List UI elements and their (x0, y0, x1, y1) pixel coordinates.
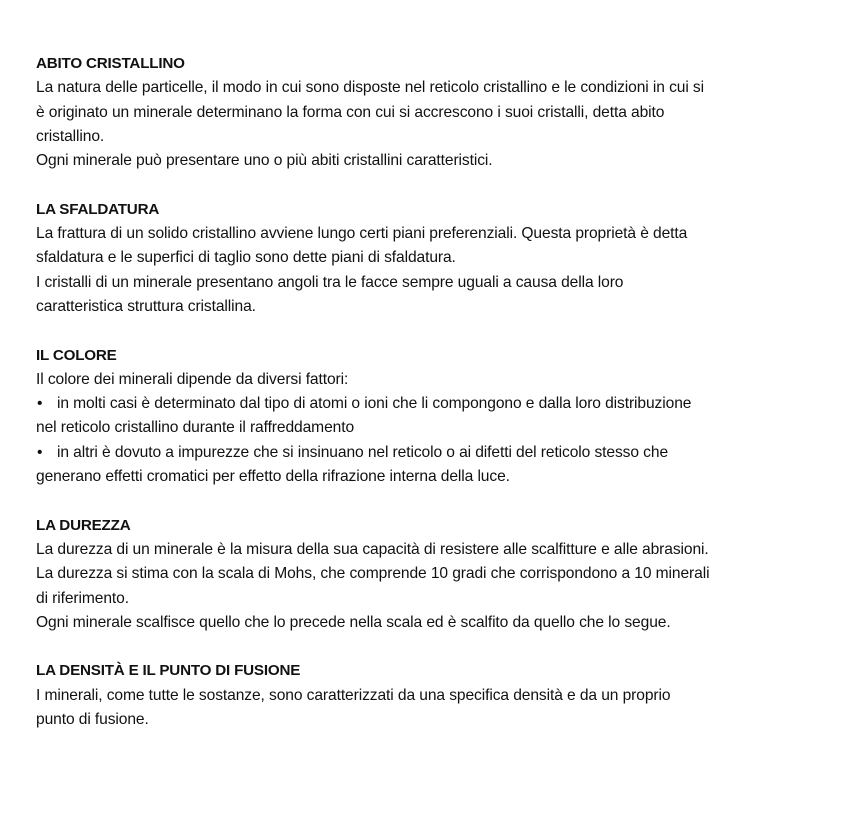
section-durezza (36, 514, 848, 635)
section-heading: LA SFALDATURA (36, 200, 160, 218)
text-line: La frattura di un solido cristallino avviene lungo certi piani preferenziali. Questa proprietà è detta (36, 225, 688, 243)
section-heading: IL COLORE (36, 346, 117, 364)
document-body (36, 52, 848, 757)
bullet-text: in altri è dovuto a impurezze che si insinuano nel reticolo o ai difetti del reticolo stesso che (57, 443, 669, 461)
list-item (36, 392, 848, 441)
text-line: Ogni minerale può presentare uno o più abiti cristallini caratteristici. (36, 152, 493, 170)
section-paragraph (36, 368, 848, 489)
text-line: Ogni minerale scalfisce quello che lo precede nella scala ed è scalfito da quello che lo segue. (36, 613, 671, 631)
text-line: La natura delle particelle, il modo in cui sono disposte nel reticolo cristallino e le condizioni in cui si (36, 79, 704, 97)
section-paragraph (36, 222, 848, 319)
bullet-text: in molti casi è determinato dal tipo di atomi o ioni che li compongono e dalla loro distribuzione (57, 395, 692, 413)
section-paragraph (36, 76, 848, 173)
text-line (36, 392, 848, 416)
section-heading: ABITO CRISTALLINO (36, 55, 185, 72)
text-line: sfaldatura e le superfici di taglio sono dette piani di sfaldatura. (36, 249, 456, 267)
section-paragraph (36, 538, 848, 635)
section-sfaldatura (36, 198, 848, 319)
bullet-icon: • (37, 395, 43, 413)
section-heading: LA DENSITÀ E IL PUNTO DI FUSIONE (36, 662, 301, 680)
text-line: generano effetti cromatici per effetto della rifrazione interna della luce. (36, 468, 510, 486)
text-line: caratteristica struttura cristallina. (36, 297, 256, 315)
text-line: nel reticolo cristallino durante il raffreddamento (36, 419, 355, 437)
text-line (36, 441, 848, 465)
section-heading: LA DUREZZA (36, 516, 131, 534)
text-line: La durezza di un minerale è la misura della sua capacità di resistere alle scalfitture e alle abrasioni. (36, 540, 709, 558)
text-line: di riferimento. (36, 589, 129, 607)
section-densita-fusione (36, 659, 848, 732)
text-line: cristallino. (36, 127, 105, 145)
section-colore (36, 344, 848, 490)
text-line: punto di fusione. (36, 711, 149, 729)
text-line: Il colore dei minerali dipende da diversi fattori: (36, 370, 349, 388)
bullet-icon: • (37, 443, 43, 461)
section-paragraph (36, 684, 848, 733)
text-line: è originato un minerale determinano la forma con cui si accrescono i suoi cristalli, detta abito (36, 103, 665, 121)
section-abito-cristallino (36, 52, 848, 173)
text-line: I cristalli di un minerale presentano angoli tra le facce sempre uguali a causa della loro (36, 273, 624, 291)
text-line: I minerali, come tutte le sostanze, sono caratterizzati da una specifica densità e da un proprio (36, 686, 671, 704)
text-line: La durezza si stima con la scala di Mohs, che comprende 10 gradi che corrispondono a 10 minerali (36, 565, 710, 583)
list-item (36, 441, 848, 490)
